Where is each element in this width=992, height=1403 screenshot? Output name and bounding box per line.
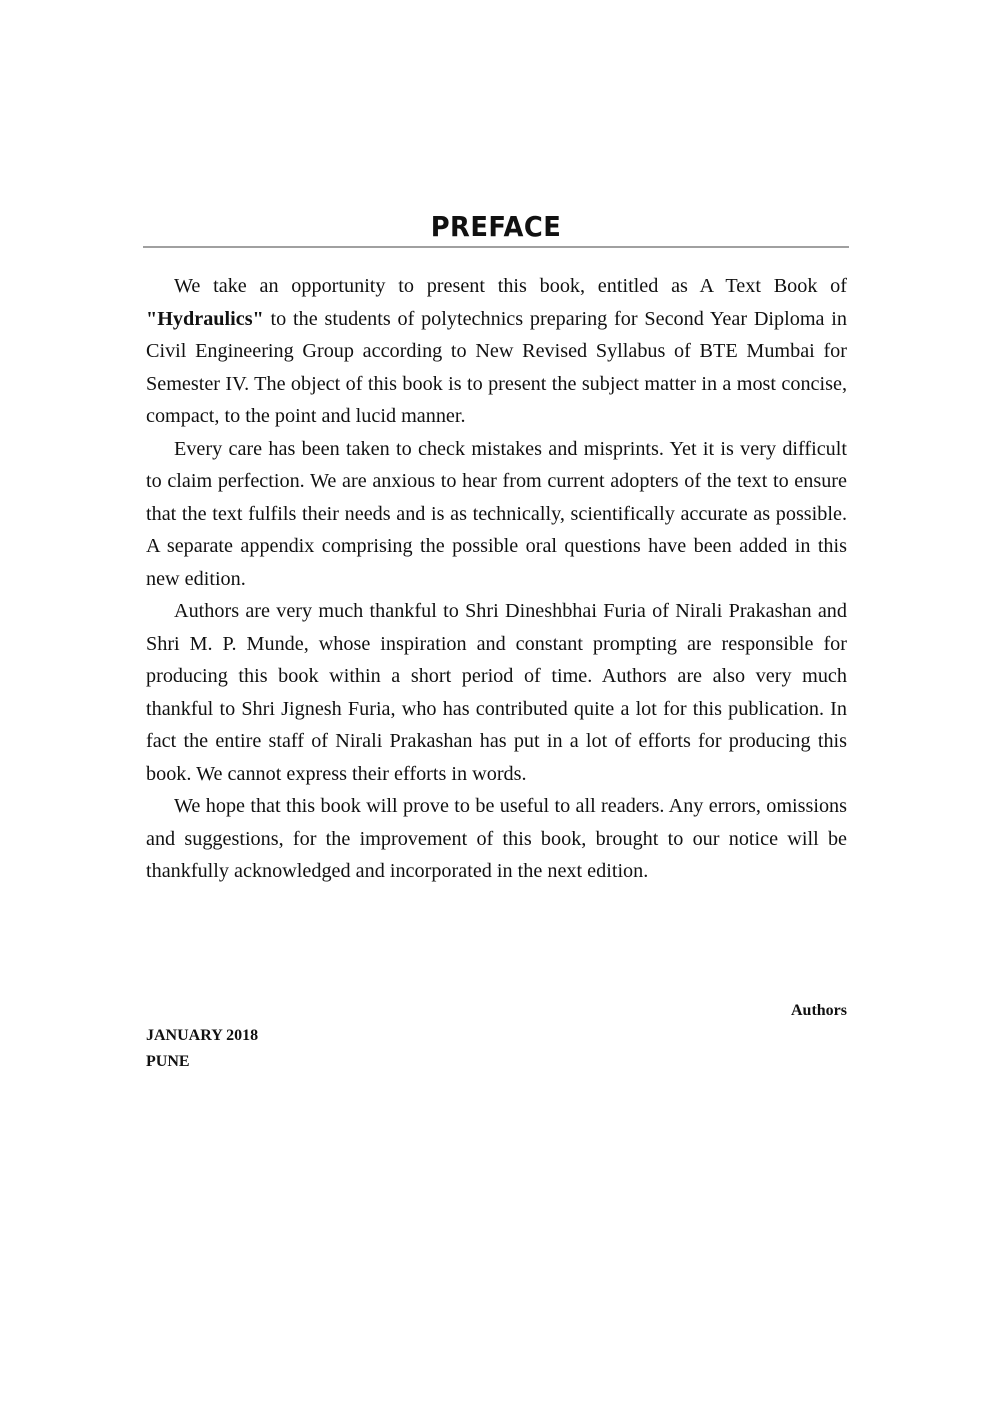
signature: Authors xyxy=(790,1002,847,1019)
title-divider xyxy=(143,246,849,248)
dateline xyxy=(146,1023,258,1075)
paragraph-feedback: We hope that this book will prove to be useful to all readers. Any errors, omissions and suggestions, for the improvement of this book, brought to our notice will be thankfully acknowledged and incorporated in the next edition. xyxy=(146,795,847,882)
page-title: PREFACE xyxy=(430,210,562,243)
paragraph-accuracy: Every care has been taken to check mistakes and misprints. Yet it is very difficult to claim perfection. We are anxious to hear from current adopters of the text to ensure that the text fulfils their needs and is as technically, scientifically accurate as possible. A separate appendix comprising the possible oral questions have been added in this new edition. xyxy=(146,437,847,590)
date-text: JANUARY 2018 xyxy=(146,1027,259,1044)
place-text: PUNE xyxy=(146,1053,190,1070)
paragraph-introduction-prefix: We take an opportunity to present this book, entitled as A Text Book of xyxy=(174,275,847,297)
paragraph-acknowledgements: Authors are very much thankful to Shri Dineshbhai Furia of Nirali Prakashan and Shri M. P. Munde, whose inspiration and constant prompting are responsible for producing this book within a short period of time. Authors are also very much thankful to Shri Jignesh Furia, who has contributed quite a lot for this publication. In fact the entire staff of Nirali Prakashan has put in a lot of efforts for producing this book. We cannot express their efforts in words. xyxy=(146,600,847,785)
preface-body xyxy=(146,270,847,888)
paragraph-introduction-suffix: to the students of polytechnics preparing for Second Year Diploma in Civil Engineering Group according to New Revised Syllabus of BTE Mumbai for Semester IV. The object of this book is to present the subject matter in a most concise, compact, to the point and lucid manner. xyxy=(146,307,847,427)
book-title-emphasis: "Hydraulics" xyxy=(146,307,264,330)
paragraph-introduction xyxy=(146,270,847,433)
